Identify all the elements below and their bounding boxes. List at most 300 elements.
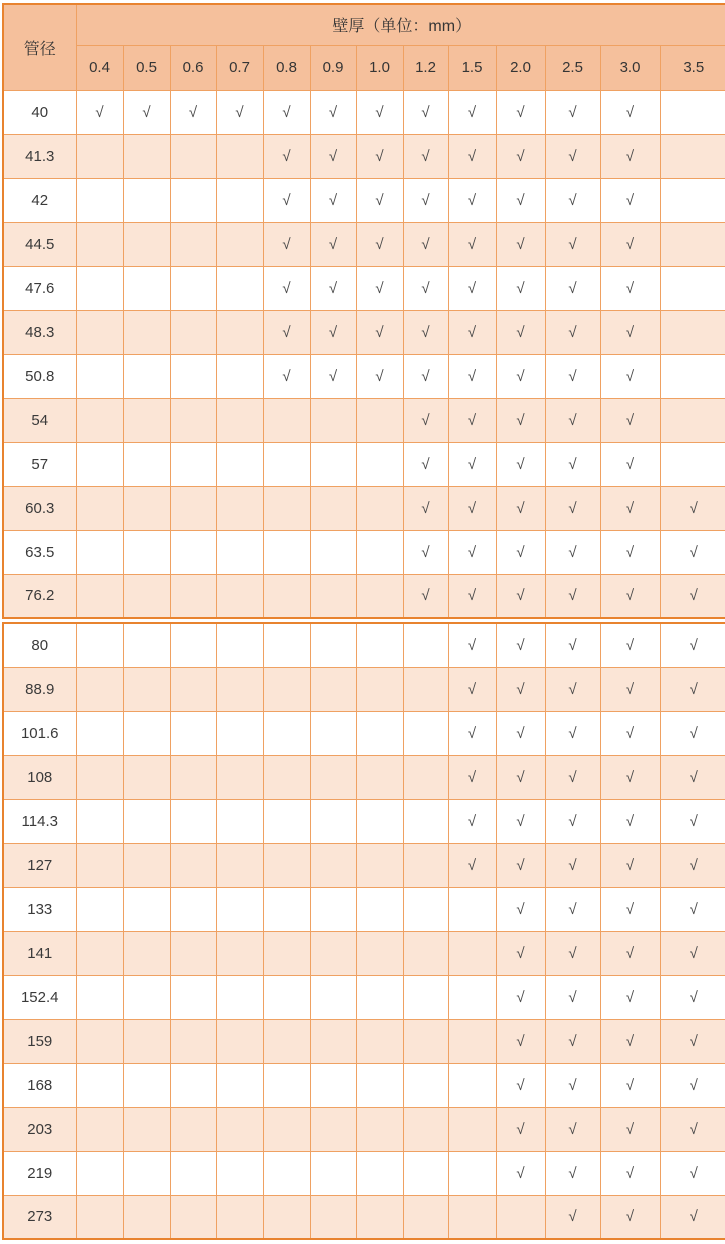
diameter-cell: 47.6 [3,266,76,310]
empty-cell [403,931,448,975]
diameter-cell: 133 [3,887,76,931]
empty-cell [496,1195,545,1239]
table-row [3,574,725,618]
empty-cell [170,667,216,711]
empty-cell [76,1063,123,1107]
check-mark-cell: √ [403,310,448,354]
check-mark-cell: √ [545,1063,600,1107]
check-mark-cell: √ [660,755,725,799]
pipe-wall-thickness-table [2,3,725,1240]
empty-cell [310,755,356,799]
empty-cell [123,1019,170,1063]
thickness-col-header: 2.0 [496,45,545,90]
empty-cell [123,574,170,618]
empty-cell [216,178,263,222]
table-row [3,1195,725,1239]
diameter-cell: 159 [3,1019,76,1063]
empty-cell [356,799,403,843]
diameter-cell: 54 [3,398,76,442]
check-mark-cell: √ [448,442,496,486]
empty-cell [356,398,403,442]
empty-cell [170,222,216,266]
empty-cell [170,975,216,1019]
diameter-cell: 42 [3,178,76,222]
diameter-cell: 40 [3,90,76,134]
table-row [3,887,725,931]
empty-cell [310,667,356,711]
check-mark-cell: √ [496,178,545,222]
empty-cell [216,1019,263,1063]
table-row [3,398,725,442]
check-mark-cell: √ [600,1019,660,1063]
check-mark-cell: √ [545,266,600,310]
diameter-cell: 127 [3,843,76,887]
check-mark-cell: √ [545,799,600,843]
check-mark-cell: √ [448,134,496,178]
check-mark-cell: √ [170,90,216,134]
diameter-cell: 168 [3,1063,76,1107]
empty-cell [263,1063,310,1107]
diameter-cell: 48.3 [3,310,76,354]
empty-cell [216,1151,263,1195]
empty-cell [123,266,170,310]
empty-cell [263,1195,310,1239]
check-mark-cell: √ [545,975,600,1019]
diameter-cell: 101.6 [3,711,76,755]
empty-cell [170,931,216,975]
empty-cell [263,486,310,530]
check-mark-cell: √ [496,134,545,178]
check-mark-cell: √ [600,799,660,843]
empty-cell [660,222,725,266]
check-mark-cell: √ [356,266,403,310]
check-mark-cell: √ [660,667,725,711]
check-mark-cell: √ [356,310,403,354]
empty-cell [356,1063,403,1107]
diameter-column-header: 管径 [3,4,76,90]
check-mark-cell: √ [545,178,600,222]
table-header [3,4,725,90]
thickness-col-header: 0.6 [170,45,216,90]
table-row [3,442,725,486]
empty-cell [216,755,263,799]
empty-cell [263,931,310,975]
empty-cell [123,310,170,354]
check-mark-cell: √ [545,90,600,134]
check-mark-cell: √ [448,178,496,222]
check-mark-cell: √ [448,354,496,398]
check-mark-cell: √ [545,134,600,178]
diameter-cell: 41.3 [3,134,76,178]
check-mark-cell: √ [403,530,448,574]
empty-cell [170,799,216,843]
empty-cell [263,887,310,931]
check-mark-cell: √ [356,90,403,134]
check-mark-cell: √ [600,1195,660,1239]
check-mark-cell: √ [496,574,545,618]
check-mark-cell: √ [263,134,310,178]
empty-cell [263,442,310,486]
empty-cell [403,975,448,1019]
check-mark-cell: √ [448,667,496,711]
empty-cell [170,134,216,178]
empty-cell [216,975,263,1019]
empty-cell [123,667,170,711]
empty-cell [170,887,216,931]
table-row [3,975,725,1019]
empty-cell [216,530,263,574]
empty-cell [76,711,123,755]
diameter-cell: 152.4 [3,975,76,1019]
table-row [3,266,725,310]
check-mark-cell: √ [600,755,660,799]
check-mark-cell: √ [356,354,403,398]
empty-cell [403,711,448,755]
check-mark-cell: √ [496,1151,545,1195]
empty-cell [123,755,170,799]
empty-cell [216,711,263,755]
empty-cell [310,1019,356,1063]
table-row [3,931,725,975]
empty-cell [263,799,310,843]
check-mark-cell: √ [403,442,448,486]
check-mark-cell: √ [496,310,545,354]
empty-cell [123,799,170,843]
check-mark-cell: √ [660,931,725,975]
empty-cell [448,887,496,931]
empty-cell [356,530,403,574]
check-mark-cell: √ [600,442,660,486]
check-mark-cell: √ [660,530,725,574]
table-row [3,799,725,843]
check-mark-cell: √ [496,711,545,755]
empty-cell [448,1019,496,1063]
empty-cell [170,266,216,310]
empty-cell [403,843,448,887]
check-mark-cell: √ [600,486,660,530]
check-mark-cell: √ [660,486,725,530]
check-mark-cell: √ [660,887,725,931]
empty-cell [123,354,170,398]
wall-thickness-group-header: 壁厚（单位：mm） [76,4,725,45]
empty-cell [123,178,170,222]
check-mark-cell: √ [600,266,660,310]
check-mark-cell: √ [123,90,170,134]
check-mark-cell: √ [600,667,660,711]
empty-cell [403,667,448,711]
empty-cell [310,623,356,667]
check-mark-cell: √ [310,90,356,134]
check-mark-cell: √ [496,90,545,134]
diameter-cell: 273 [3,1195,76,1239]
check-mark-cell: √ [545,398,600,442]
empty-cell [263,667,310,711]
check-mark-cell: √ [496,398,545,442]
empty-cell [170,711,216,755]
check-mark-cell: √ [600,623,660,667]
diameter-cell: 219 [3,1151,76,1195]
empty-cell [76,1107,123,1151]
check-mark-cell: √ [496,1107,545,1151]
empty-cell [356,623,403,667]
empty-cell [356,843,403,887]
check-mark-cell: √ [600,711,660,755]
empty-cell [356,711,403,755]
empty-cell [76,755,123,799]
check-mark-cell: √ [660,1063,725,1107]
diameter-cell: 80 [3,623,76,667]
empty-cell [170,1019,216,1063]
empty-cell [310,1151,356,1195]
empty-cell [123,222,170,266]
diameter-cell: 50.8 [3,354,76,398]
check-mark-cell: √ [263,90,310,134]
table-row [3,90,725,134]
empty-cell [263,1151,310,1195]
check-mark-cell: √ [448,90,496,134]
check-mark-cell: √ [600,1107,660,1151]
check-mark-cell: √ [660,1151,725,1195]
empty-cell [403,1063,448,1107]
empty-cell [263,623,310,667]
table-row [3,310,725,354]
empty-cell [216,1195,263,1239]
check-mark-cell: √ [310,354,356,398]
empty-cell [216,667,263,711]
empty-cell [216,398,263,442]
empty-cell [170,574,216,618]
check-mark-cell: √ [545,486,600,530]
empty-cell [76,931,123,975]
empty-cell [216,222,263,266]
empty-cell [216,134,263,178]
check-mark-cell: √ [448,755,496,799]
check-mark-cell: √ [600,398,660,442]
empty-cell [216,354,263,398]
empty-cell [263,975,310,1019]
check-mark-cell: √ [448,711,496,755]
check-mark-cell: √ [660,1107,725,1151]
empty-cell [123,486,170,530]
empty-cell [123,1195,170,1239]
check-mark-cell: √ [545,1151,600,1195]
empty-cell [76,1019,123,1063]
empty-cell [170,1151,216,1195]
empty-cell [76,1151,123,1195]
check-mark-cell: √ [545,442,600,486]
check-mark-cell: √ [545,310,600,354]
empty-cell [170,755,216,799]
empty-cell [170,623,216,667]
check-mark-cell: √ [545,1195,600,1239]
check-mark-cell: √ [403,354,448,398]
empty-cell [660,134,725,178]
check-mark-cell: √ [545,1107,600,1151]
check-mark-cell: √ [448,310,496,354]
table-row [3,667,725,711]
check-mark-cell: √ [263,178,310,222]
check-mark-cell: √ [356,178,403,222]
empty-cell [123,887,170,931]
check-mark-cell: √ [600,310,660,354]
table-row [3,755,725,799]
empty-cell [356,667,403,711]
empty-cell [216,266,263,310]
check-mark-cell: √ [448,266,496,310]
check-mark-cell: √ [310,222,356,266]
empty-cell [310,711,356,755]
check-mark-cell: √ [496,266,545,310]
check-mark-cell: √ [448,799,496,843]
check-mark-cell: √ [403,574,448,618]
empty-cell [263,843,310,887]
check-mark-cell: √ [310,266,356,310]
check-mark-cell: √ [545,711,600,755]
empty-cell [356,1195,403,1239]
check-mark-cell: √ [496,623,545,667]
table-row [3,222,725,266]
empty-cell [76,134,123,178]
empty-cell [123,442,170,486]
check-mark-cell: √ [545,574,600,618]
check-mark-cell: √ [600,843,660,887]
empty-cell [170,530,216,574]
empty-cell [170,486,216,530]
empty-cell [310,1195,356,1239]
diameter-cell: 114.3 [3,799,76,843]
empty-cell [448,1107,496,1151]
check-mark-cell: √ [545,530,600,574]
diameter-cell: 108 [3,755,76,799]
empty-cell [263,1019,310,1063]
diameter-cell: 141 [3,931,76,975]
table-row [3,1107,725,1151]
empty-cell [448,975,496,1019]
check-mark-cell: √ [448,623,496,667]
check-mark-cell: √ [496,799,545,843]
empty-cell [76,574,123,618]
table-row [3,178,725,222]
empty-cell [216,442,263,486]
check-mark-cell: √ [600,574,660,618]
empty-cell [216,799,263,843]
diameter-cell: 60.3 [3,486,76,530]
empty-cell [356,755,403,799]
header-group-row [3,4,725,45]
empty-cell [660,90,725,134]
empty-cell [170,354,216,398]
empty-cell [660,266,725,310]
empty-cell [356,1107,403,1151]
empty-cell [310,931,356,975]
empty-cell [216,887,263,931]
empty-cell [76,486,123,530]
empty-cell [216,623,263,667]
check-mark-cell: √ [403,178,448,222]
check-mark-cell: √ [600,887,660,931]
empty-cell [403,1107,448,1151]
diameter-cell: 63.5 [3,530,76,574]
check-mark-cell: √ [496,887,545,931]
empty-cell [403,755,448,799]
thickness-col-header: 0.7 [216,45,263,90]
empty-cell [216,1063,263,1107]
table-row [3,486,725,530]
empty-cell [448,931,496,975]
diameter-cell: 88.9 [3,667,76,711]
check-mark-cell: √ [403,266,448,310]
empty-cell [76,398,123,442]
empty-cell [403,1019,448,1063]
diameter-cell: 44.5 [3,222,76,266]
check-mark-cell: √ [263,266,310,310]
empty-cell [123,134,170,178]
diameter-cell: 57 [3,442,76,486]
table-row [3,134,725,178]
empty-cell [123,1151,170,1195]
empty-cell [356,1151,403,1195]
empty-cell [170,1107,216,1151]
check-mark-cell: √ [545,843,600,887]
empty-cell [310,530,356,574]
empty-cell [170,310,216,354]
check-mark-cell: √ [448,843,496,887]
check-mark-cell: √ [660,975,725,1019]
check-mark-cell: √ [448,398,496,442]
check-mark-cell: √ [496,354,545,398]
check-mark-cell: √ [600,1151,660,1195]
empty-cell [310,486,356,530]
check-mark-cell: √ [600,530,660,574]
check-mark-cell: √ [496,486,545,530]
check-mark-cell: √ [660,623,725,667]
check-mark-cell: √ [600,90,660,134]
empty-cell [356,486,403,530]
table-row [3,1063,725,1107]
empty-cell [170,178,216,222]
empty-cell [263,574,310,618]
table-row [3,843,725,887]
empty-cell [170,1063,216,1107]
check-mark-cell: √ [496,667,545,711]
empty-cell [263,711,310,755]
empty-cell [310,1107,356,1151]
check-mark-cell: √ [216,90,263,134]
empty-cell [310,887,356,931]
empty-cell [448,1195,496,1239]
empty-cell [356,975,403,1019]
empty-cell [216,1107,263,1151]
check-mark-cell: √ [600,975,660,1019]
empty-cell [660,178,725,222]
empty-cell [76,442,123,486]
table-row [3,354,725,398]
empty-cell [216,310,263,354]
empty-cell [310,799,356,843]
empty-cell [403,799,448,843]
check-mark-cell: √ [403,486,448,530]
empty-cell [448,1063,496,1107]
empty-cell [76,1195,123,1239]
empty-cell [76,222,123,266]
empty-cell [310,574,356,618]
check-mark-cell: √ [545,354,600,398]
thickness-col-header: 2.5 [545,45,600,90]
check-mark-cell: √ [660,843,725,887]
empty-cell [310,843,356,887]
thickness-col-header: 1.2 [403,45,448,90]
empty-cell [123,1107,170,1151]
